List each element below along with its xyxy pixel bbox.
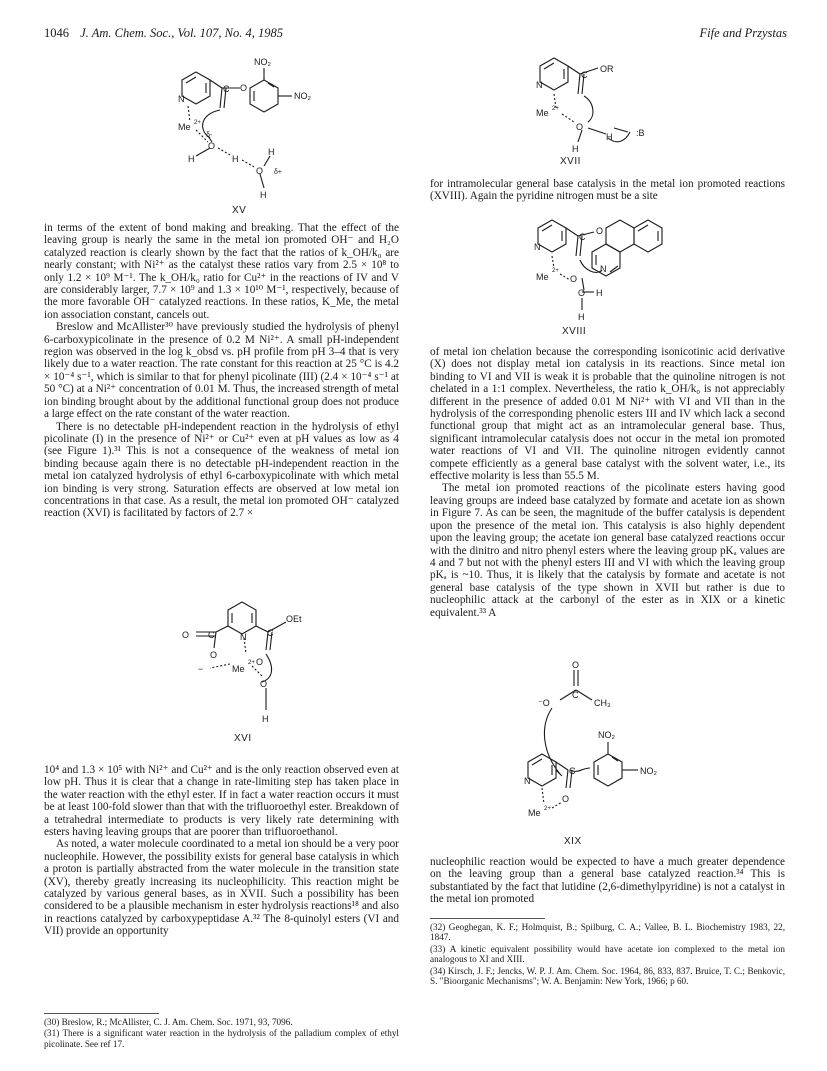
- right-para-2: of metal ion chelation because the corresponding isonicotinic acid derivative (X) does not display metal ion catalysis in its reactions. Since metal ion binding to VI and VII is weak it is probable that the quinoline nitrogen is not chelated in a 1:1 complex. Nevertheless, the ratio k_OH/k₀ is not appreciably different in the presence of added 0.01 M Ni²⁺ with VI and VII than in the hydrolysis of the corresponding phenolic esters III and IV which lack a second functional group that might act as an intramolecular general base. Thus, significant intramolecular catalysis does not occur in the metal ion promoted water reactions of VI and VII. The quinoline nitrogen evidently cannot compete efficiently as a general base catalyst with the solvent water, i.e., its effective molarity is less than 55.5 M.: [430, 346, 785, 483]
- left-para-1: in terms of the extent of bond making and breaking. That the effect of the leaving group is nearly the same in the metal ion promoted OH⁻ and H₂O catalyzed reaction is clearly shown by the fact that the ratios of k_OH/k₀ are nearly constant; with Ni²⁺ as the catalyst these ratios vary from 2.5 × 10⁸ to only 1.2 × 10⁹ M⁻¹. The k_OH/k₀ ratio for Cu²⁺ in the reactions of IV and V are considerably larger, 7.7 × 10⁹ and 1.3 × 10¹⁰ M⁻¹, respectively, because of the more favorable OH⁻ catalyzed reactions. In these ratios, K_Me, the metal ion association constant, cancels out.: [44, 222, 399, 321]
- svg-text:O: O: [240, 83, 248, 93]
- footnote-33: (33) A kinetic equivalent possibility would have acetate ion complexed to the metal ion analogous to XI and XIII.: [430, 943, 785, 965]
- left-para-2: Breslow and McAllister³⁰ have previously studied the hydrolysis of phenyl 6-carboxypicolinate in the presence of 0.2 M Ni²⁺. A small pH-independent region was observed in the log k_obsd vs. pH profile from pH 3–4 that is very likely due to a water reaction. The rate constant for this reaction at 25 °C is 4.2 × 10⁻⁴ s⁻¹, which is similar to that for phenyl picolinate (III) (2.4 × 10⁻⁴ s⁻¹ at 50 °C) at a Ni²⁺ concentration of 0.01 M. Thus, the increased strength of metal ion binding brought about by the additional functional group does not produce a large effect on the rate constant of the water reaction.: [44, 321, 399, 421]
- xix-ch3: CH₃: [594, 698, 611, 708]
- left-para-3: There is no detectable pH-independent reaction in the hydrolysis of ethyl picolinate (I) in the presence of Ni²⁺ or Cu²⁺ even at pH values as low as 4 (see Figure 1).³¹ This is not a consequence of the weakness of metal ion binding because again there is no detectable pH-independent reaction in the metal ion catalyzed hydrolysis of ethyl 6-carboxypicolinate with which metal ion binding is very strong. Saturation effects are observed at low metal ion concentrations in that case. As a result, the metal ion promoted OH⁻ catalyzed reaction (XVI) is facilitated by factors of 2.7 ×: [44, 420, 399, 520]
- right-para-1: for intramolecular general base catalysis in the metal ion promoted reactions (XVIII). Again the pyridine nitrogen must be a site: [430, 178, 785, 203]
- xvi-oet: OEt: [286, 614, 302, 624]
- svg-text:H: H: [596, 288, 603, 298]
- svg-text:H: H: [188, 154, 195, 164]
- svg-text:N: N: [536, 80, 543, 90]
- svg-text:−: −: [198, 664, 204, 674]
- svg-text:2+: 2+: [552, 106, 559, 112]
- svg-text:N: N: [600, 264, 607, 274]
- svg-text:O: O: [182, 630, 190, 640]
- svg-text:H: H: [572, 144, 579, 154]
- xvii-or: OR: [600, 64, 614, 74]
- svg-text:2+: 2+: [194, 120, 201, 126]
- svg-text:N: N: [240, 632, 247, 642]
- svg-text:O: O: [210, 650, 218, 660]
- svg-text:N: N: [534, 242, 541, 252]
- footnote-rule-right: [430, 918, 545, 919]
- structure-xv: [160, 52, 360, 222]
- structure-xix: [516, 656, 716, 846]
- structure-xviii: [524, 206, 724, 337]
- xix-no2-top: NO₂: [598, 730, 615, 740]
- right-para-3: The metal ion promoted reactions of the picolinate esters having good leaving groups are indeed base catalyzed by formate and acetate ion as shown in Figure 7. As can be seen, the magnitude of the buffer catalysis is dependent upon the presence of the metal ion. This catalysis is also highly dependent upon the leaving group; the acetate ion general base catalyzed reactions occur with the dinitro and nitro phenyl esters where the leaving group pKₐ values are 4 and 7 but not with the phenyl esters III and VI with which the leaving group pKₐ is ~10. Thus, it is likely that the catalysis by formate and acetate is not general base catalysis of the type shown in XVII but rather is due to nucleophilic attack at the carbonyl of the ester as in XIX or a kinetic equivalent.³³ A: [430, 482, 785, 619]
- running-header: [44, 26, 787, 46]
- footnote-31: (31) There is a significant water reaction in the hydrolysis of the palladium complex of ethyl picolinate. See ref 17.: [44, 1028, 399, 1049]
- svg-text:N: N: [524, 776, 531, 786]
- structure-xvii: [526, 48, 706, 178]
- svg-text:C: C: [208, 630, 215, 640]
- svg-text:H: H: [260, 190, 267, 200]
- right-para-4: nucleophilic reaction would be expected to have a much greater dependence on the leaving group than a general base catalyzed reaction.³⁴ This is substantiated by the fact that lutidine (2,6-dimethylpyridine) is not a catalyst in the metal ion promoted: [430, 856, 785, 906]
- svg-text:O: O: [572, 660, 580, 670]
- footnotes-left: [44, 1017, 399, 1049]
- svg-text:Me: Me: [232, 664, 245, 674]
- svg-text:2+: 2+: [248, 660, 255, 666]
- left-column-body-1: [44, 222, 399, 520]
- svg-text:Me: Me: [178, 122, 191, 132]
- svg-text:C: C: [569, 766, 576, 776]
- svg-text:Me: Me: [536, 108, 549, 118]
- page-number: 1046: [44, 26, 69, 40]
- xix-no2-right: NO₂: [640, 766, 657, 776]
- xv-no2-right: NO₂: [294, 91, 311, 101]
- svg-text:O: O: [578, 288, 586, 298]
- authors-header: Fife and Przystas: [699, 26, 787, 40]
- structure-xvi-label: XVI: [234, 733, 252, 744]
- svg-text:C: C: [579, 232, 586, 242]
- svg-text:N: N: [178, 94, 185, 104]
- structure-xvii-label: XVII: [560, 156, 581, 167]
- footnotes-right: [430, 922, 785, 986]
- structure-xix-label: XIX: [564, 836, 582, 847]
- left-para-4: 10⁴ and 1.3 × 10⁵ with Ni²⁺ and Cu²⁺ and is the only reaction observed even at low pH. Thus it is clear that a change in rate-limiting step has taken place in the water reaction with the ethyl ester. If in fact a water reaction occurs it must be at least 100-fold slower than that with the trifluoroethyl ester. Breakdown of a tetrahedral intermediate to products is very likely rate determining with esters having leaving groups that are poorer than trifluoroethanol.: [44, 764, 399, 839]
- svg-text:δ-: δ-: [206, 132, 213, 139]
- svg-text:Me: Me: [536, 272, 549, 282]
- left-para-5: As noted, a water molecule coordinated to a metal ion should be a very poor nucleophile. However, the possibility exists for general base catalysis in which a proton is partially abstracted from the water molecule in the transition state (XV), thereby greatly increasing its nucleophilicity. This reaction might be catalyzed by various general bases, as in XVII. Such a possibility has been considered to be a plausible mechanism in ester hydrolysis reactions¹⁸ and also in reactions catalyzed by carboxypeptidase A.³² The 8-quinolyl esters (VI and VII) provide an opportunity: [44, 838, 399, 938]
- svg-text:O: O: [208, 141, 216, 151]
- structure-xvi: [170, 592, 370, 744]
- svg-text:O: O: [570, 274, 578, 284]
- svg-text:O: O: [596, 226, 604, 236]
- svg-text:O: O: [256, 166, 264, 176]
- svg-text:H: H: [262, 714, 269, 724]
- svg-text:C: C: [223, 84, 230, 94]
- svg-text:Me: Me: [528, 808, 541, 818]
- structure-xv-label: XV: [232, 205, 247, 216]
- svg-text:H: H: [606, 132, 613, 142]
- svg-text:H: H: [232, 154, 239, 164]
- footnote-34: (34) Kirsch, J. F.; Jencks, W. P. J. Am. Chem. Soc. 1964, 86, 833, 837. Bruice, T. C.; Benkovic, S. "Bioorganic Mechanisms"; W. A. Benjamin: New York, 1966; p 60.: [430, 965, 785, 987]
- left-column-body-2: [44, 764, 399, 938]
- right-column-body-3: [430, 856, 785, 906]
- right-column-body-2: [430, 346, 785, 619]
- svg-text:O: O: [256, 657, 264, 667]
- structure-xviii-label: XVIII: [562, 326, 587, 337]
- xvii-base: :B: [636, 128, 645, 138]
- journal-citation: J. Am. Chem. Soc., Vol. 107, No. 4, 1985: [80, 26, 284, 40]
- svg-text:O: O: [562, 794, 570, 804]
- svg-text:C: C: [267, 628, 274, 638]
- svg-text:δ+: δ+: [274, 169, 282, 176]
- svg-text:2+: 2+: [552, 268, 559, 274]
- svg-text:C: C: [581, 70, 588, 80]
- svg-text:H: H: [268, 147, 275, 157]
- xv-no2-top: NO₂: [254, 57, 271, 67]
- svg-text:C: C: [572, 690, 579, 700]
- footnote-rule-left: [44, 1013, 159, 1014]
- footnote-32: (32) Geoghegan, K. F.; Holmquist, B.; Spilburg, C. A.; Vallee, B. L. Biochemistry 1983, 22, 1847.: [430, 922, 785, 943]
- svg-text:O: O: [576, 122, 584, 132]
- xix-minus-o: ⁻O: [538, 698, 550, 708]
- svg-text:H: H: [578, 312, 585, 322]
- right-column-body-1: [430, 178, 785, 203]
- svg-text:O: O: [260, 679, 268, 689]
- footnote-30: (30) Breslow, R.; McAllister, C. J. Am. Chem. Soc. 1971, 93, 7096.: [44, 1017, 293, 1027]
- svg-text:2+: 2+: [544, 806, 551, 812]
